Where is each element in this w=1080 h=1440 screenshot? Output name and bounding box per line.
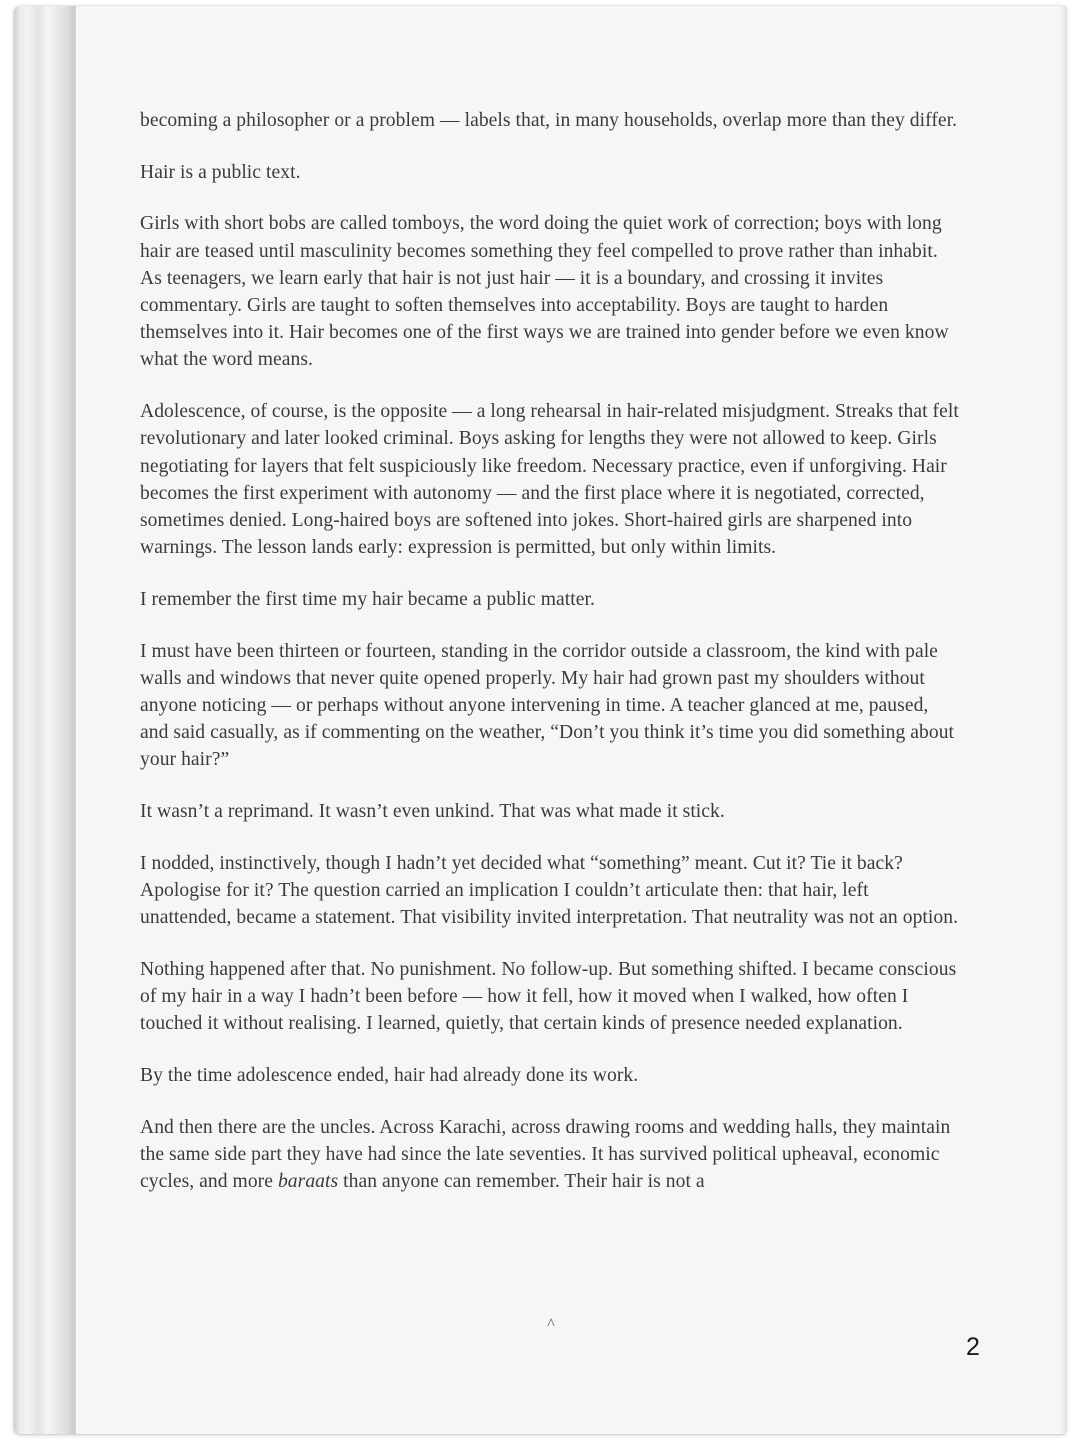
book-page[interactable]: [14, 6, 1066, 1434]
paragraph: Hair is a public text.: [140, 161, 301, 183]
final-paragraph: [140, 1114, 960, 1196]
paragraph: I remember the first time my hair became a public matter.: [140, 588, 595, 610]
paragraph: I nodded, instinctively, though I hadn’t yet decided what “something” meant. Cut it? Tie it back? Apologise for it? The question carried an implication I couldn’t articulate then: that hair, left unattended, became a statement. That visibility invited interpretation. That neutrality was not an option.: [140, 852, 959, 929]
italic-word: baraats: [277, 1171, 339, 1193]
paragraph: Adolescence, of course, is the opposite — a long rehearsal in hair-related misjudgment. Streaks that felt revolutionary and later looked criminal. Boys asking for lengths they were not allowed to keep. Girls negotiating for layers that felt suspiciously like freedom. Necessary practice, even if unforgiving. Hair becomes the first experiment with autonomy — and the first place where it is negotiated, corrected, sometimes denied. Long-haired boys are softened into jokes. Short-haired girls are sharpened into warnings. The lesson lands early: expression is permitted, but only within limits.: [140, 401, 959, 559]
paragraph: becoming a philosopher or a problem — labels that, in many households, overlap more than they differ.: [140, 110, 958, 131]
book-spine: [14, 6, 76, 1434]
final-paragraph-text-end: than anyone can remember. Their hair is not a: [338, 1171, 705, 1193]
final-paragraph-text-start: And then there are the uncles. Across Karachi, across drawing rooms and wedding halls, they maintain the same side part they have had since the late seventies. It has survived political upheaval, economic cycles, and more: [140, 1116, 951, 1193]
page-body-text: [140, 107, 960, 1195]
page-number: 2: [966, 1333, 980, 1361]
paragraph: Nothing happened after that. No punishment. No follow-up. But something shifted. I became conscious of my hair in a way I hadn’t been before — how it fell, how it moved when I walked, how often I touched it without realising. I learned, quietly, that certain kinds of presence needed explanation.: [140, 958, 957, 1035]
paragraph: It wasn’t a reprimand. It wasn’t even unkind. That was what made it stick.: [140, 801, 725, 823]
paragraph: Girls with short bobs are called tomboys, the word doing the quiet work of correction; boys with long hair are teased until masculinity becomes something they feel compelled to prove rather than inhabit. As teenagers, we learn early that hair is not just hair — it is a boundary, and crossing it invites commentary. Girls are taught to soften themselves into acceptability. Boys are taught to harden themselves into it. Hair becomes one of the first ways we are trained into gender before we even know what the word means.: [140, 213, 949, 371]
page-edge: [1060, 6, 1066, 1434]
paragraph: I must have been thirteen or fourteen, standing in the corridor outside a classroom, the kind with pale walls and windows that never quite opened properly. My hair had grown past my shoulders without anyone noticing — or perhaps without anyone intervening in time. A teacher glanced at me, paused, and said casually, as if commenting on the weather, “Don’t you think it’s time you did something about your hair?”: [140, 640, 955, 771]
page-footer-mark: ^: [547, 1316, 555, 1333]
paragraph: By the time adolescence ended, hair had already done its work.: [140, 1064, 639, 1086]
